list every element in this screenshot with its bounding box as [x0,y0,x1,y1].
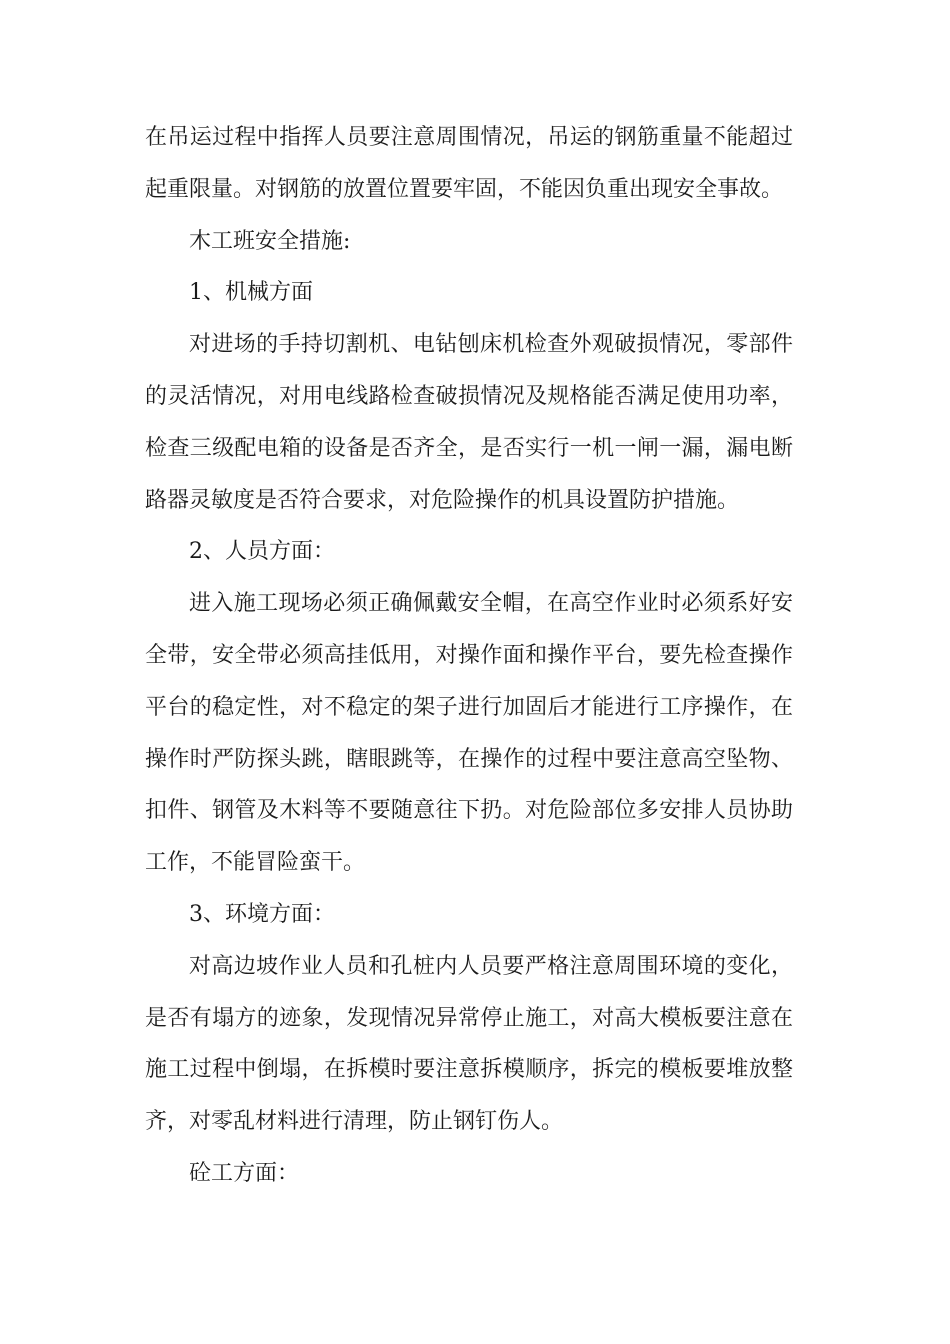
document-body [145,112,793,1200]
section-heading-concrete-work: 砼工方面： [189,1160,300,1186]
paragraph-machinery: 对进场的手持切割机、电钻刨床机检查外观破损情况，零部件的灵活情况，对用电线路检查破损情况及规格能否满足使用功率，检查三级配电箱的设备是否齐全，是否实行一机一闸一漏，漏电断路器灵敏度是否符合要求，对危险操作的机具设置防护措施。 [145,332,793,513]
subheading-machinery: 1、机械方面 [189,280,313,306]
paragraph-personnel: 进入施工现场必须正确佩戴安全帽，在高空作业时必须系好安全带，安全带必须高挂低用，对操作面和操作平台，要先检查操作平台的稳定性，对不稳定的架子进行加固后才能进行工序操作，在操作时严防探头跳，瞎眼跳等，在操作的过程中要注意高空坠物、扣件、钢管及木料等不要随意往下扔。对危险部位多安排人员协助工作，不能冒险蛮干。 [145,591,793,876]
subheading-personnel: 2、人员方面： [189,539,335,565]
section-heading-carpentry-safety: 木工班安全措施: [189,228,351,254]
paragraph-environment: 对高边坡作业人员和孔桩内人员要严格注意周围环境的变化，是否有塌方的迹象，发现情况异常停止施工，对高大模板要注意在施工过程中倒塌，在拆模时要注意拆模顺序，拆完的模板要堆放整齐，对零乱材料进行清理，防止钢钉伤人。 [145,953,793,1135]
paragraph-1: 在吊运过程中指挥人员要注意周围情况，吊运的钢筋重量不能超过起重限量。对钢筋的放置位置要牢固，不能因负重出现安全事故。 [145,125,793,202]
subheading-environment: 3、环境方面： [189,901,335,927]
